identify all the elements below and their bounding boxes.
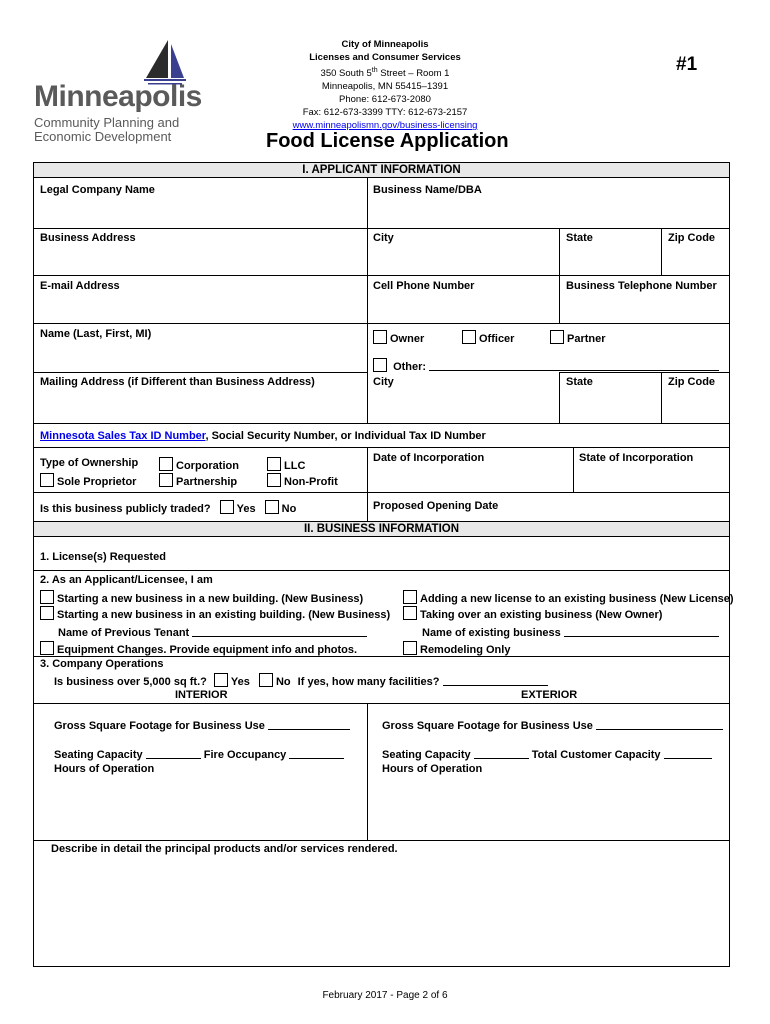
city-field[interactable]	[368, 245, 558, 274]
describe-field[interactable]	[34, 858, 728, 964]
business-name-dba-field[interactable]	[368, 196, 728, 227]
header-contact	[270, 38, 500, 132]
mailing-address-field[interactable]	[34, 390, 366, 422]
page-title: Food License Application	[266, 130, 509, 152]
publicly-traded-no[interactable]: No	[265, 503, 297, 515]
how-many-facilities-label: If yes, how many facilities?	[297, 676, 440, 688]
sales-tax-id-link[interactable]: Minnesota Sales Tax ID Number	[40, 430, 206, 442]
seating-exterior-row: Seating Capacity Total Customer Capacity	[382, 747, 712, 761]
publicly-traded-yes-checkbox[interactable]	[220, 500, 234, 514]
logo-department-line1: Community Planning and	[34, 115, 180, 130]
business-name-dba-label: Business Name/DBA	[373, 184, 482, 196]
corporation-checkbox[interactable]	[159, 457, 173, 471]
interior-heading: INTERIOR	[175, 689, 228, 701]
proposed-opening-date-label: Proposed Opening Date	[373, 500, 499, 512]
gross-sqft-exterior-row: Gross Square Footage for Business Use	[382, 718, 723, 732]
officer-checkbox[interactable]	[462, 330, 476, 344]
owner-checkbox[interactable]	[373, 330, 387, 344]
adding-license-option[interactable]: Adding a new license to an existing business (New License)	[403, 590, 734, 605]
state-field[interactable]	[560, 245, 660, 274]
equipment-changes-checkbox[interactable]	[40, 641, 54, 655]
fire-occupancy-field[interactable]	[289, 747, 344, 759]
state-label: State	[566, 232, 593, 244]
non-profit-option[interactable]: Non-Profit	[267, 473, 338, 488]
applicant-iam-label: 2. As an Applicant/Licensee, I am	[40, 574, 213, 586]
seating-capacity-ext-field[interactable]	[474, 747, 529, 759]
total-customer-capacity-field[interactable]	[664, 747, 712, 759]
over-5000-no-checkbox[interactable]	[259, 673, 273, 687]
mailing-state-label: State	[566, 376, 593, 388]
business-phone-field[interactable]	[560, 293, 728, 322]
previous-tenant-field[interactable]	[192, 625, 367, 637]
seating-interior-row: Seating Capacity Fire Occupancy	[54, 747, 344, 761]
taking-over-option[interactable]: Taking over an existing business (New Owner)	[403, 606, 662, 621]
officer-option[interactable]: Officer	[462, 330, 514, 345]
over-5000-question: Is business over 5,000 sq ft.? Yes No If yes, how many facilities?	[54, 673, 548, 688]
logo-department-line2: Economic Development	[34, 129, 172, 144]
llc-option[interactable]: LLC	[267, 457, 305, 472]
business-phone-label: Business Telephone Number	[566, 280, 717, 292]
remodeling-only-checkbox[interactable]	[403, 641, 417, 655]
mailing-zip-field[interactable]	[662, 390, 728, 422]
header-office: Licenses and Consumer Services	[309, 52, 461, 63]
header-fax-tty: Fax: 612-673-3399 TTY: 612-673-2157	[302, 107, 468, 119]
website-link[interactable]: www.minneapolismn.gov/business-licensing	[292, 120, 478, 132]
partnership-checkbox[interactable]	[159, 473, 173, 487]
mailing-city-label: City	[373, 376, 394, 388]
name-field[interactable]	[34, 341, 366, 369]
header-address: 350 South 5th Street – Room 1	[320, 67, 450, 80]
gross-sqft-interior-field[interactable]	[268, 718, 350, 730]
mailing-state-field[interactable]	[560, 390, 660, 422]
remodeling-only-option[interactable]: Remodeling Only	[403, 641, 510, 656]
over-5000-no[interactable]: No	[259, 676, 291, 688]
other-checkbox[interactable]	[373, 358, 387, 372]
tax-id-label: Minnesota Sales Tax ID Number, Social Security Number, or Individual Tax ID Number	[40, 430, 486, 442]
mailing-zip-label: Zip Code	[668, 376, 716, 388]
legal-company-name-field[interactable]	[34, 196, 366, 227]
seating-capacity-field[interactable]	[146, 747, 201, 759]
publicly-traded-question: Is this business publicly traded? Yes No	[40, 500, 296, 515]
zip-code-label: Zip Code	[668, 232, 716, 244]
state-of-incorporation-field[interactable]	[574, 465, 728, 491]
header-phone: Phone: 612-673-2080	[339, 94, 431, 106]
licenses-requested-label: 1. License(s) Requested	[40, 551, 166, 563]
gross-sqft-interior-row: Gross Square Footage for Business Use	[54, 718, 350, 732]
mailing-city-field[interactable]	[368, 390, 558, 422]
sole-proprietor-checkbox[interactable]	[40, 473, 54, 487]
new-building-checkbox[interactable]	[40, 590, 54, 604]
partner-option[interactable]: Partner	[550, 330, 606, 345]
company-operations-label: 3. Company Operations	[40, 658, 164, 670]
legal-company-name-label: Legal Company Name	[40, 184, 155, 196]
corporation-option[interactable]: Corporation	[159, 457, 239, 472]
equipment-changes-option[interactable]: Equipment Changes. Provide equipment info and photos.	[40, 641, 357, 656]
existing-business-field[interactable]	[564, 625, 719, 637]
logo-city-name: Minneapolis	[34, 80, 202, 113]
proposed-opening-date-field[interactable]	[498, 496, 728, 518]
zip-code-field[interactable]	[662, 245, 728, 274]
llc-checkbox[interactable]	[267, 457, 281, 471]
hours-exterior-field[interactable]	[368, 778, 728, 838]
existing-business-row: Name of existing business	[422, 625, 719, 639]
over-5000-yes[interactable]: Yes	[214, 676, 250, 688]
date-of-incorporation-label: Date of Incorporation	[373, 452, 485, 464]
exterior-heading: EXTERIOR	[521, 689, 578, 701]
previous-tenant-row: Name of Previous Tenant	[58, 625, 367, 639]
business-address-field[interactable]	[34, 245, 366, 274]
partner-checkbox[interactable]	[550, 330, 564, 344]
state-of-incorporation-label: State of Incorporation	[579, 452, 694, 464]
section2-heading: II. BUSINESS INFORMATION	[33, 521, 730, 537]
existing-building-checkbox[interactable]	[40, 606, 54, 620]
gross-sqft-exterior-field[interactable]	[596, 718, 723, 730]
header-city-state-zip: Minneapolis, MN 55415–1391	[321, 81, 449, 93]
city-label: City	[373, 232, 394, 244]
type-of-ownership-label: Type of Ownership	[40, 457, 139, 469]
over-5000-yes-checkbox[interactable]	[214, 673, 228, 687]
email-field[interactable]	[34, 293, 366, 322]
form-number: #1	[676, 54, 698, 75]
email-label: E-mail Address	[40, 280, 120, 292]
page-footer: February 2017 - Page 2 of 6	[322, 990, 448, 1001]
new-building-option[interactable]: Starting a new business in a new building. (New Business)	[40, 590, 363, 605]
adding-license-checkbox[interactable]	[403, 590, 417, 604]
cell-phone-label: Cell Phone Number	[373, 280, 475, 292]
hours-interior-field[interactable]	[34, 778, 366, 838]
header-org: City of Minneapolis	[341, 39, 429, 50]
publicly-traded-no-checkbox[interactable]	[265, 500, 279, 514]
hours-exterior-label: Hours of Operation	[382, 763, 483, 775]
logo-department	[34, 116, 179, 144]
owner-option[interactable]: Owner	[373, 330, 424, 345]
section1-heading: I. APPLICANT INFORMATION	[33, 162, 730, 178]
taking-over-checkbox[interactable]	[403, 606, 417, 620]
publicly-traded-yes[interactable]: Yes	[220, 503, 256, 515]
partnership-option[interactable]: Partnership	[159, 473, 237, 488]
mailing-address-label: Mailing Address (if Different than Business Address)	[40, 376, 315, 388]
business-address-label: Business Address	[40, 232, 136, 244]
date-of-incorporation-field[interactable]	[368, 465, 572, 491]
describe-label: Describe in detail the principal products and/or services rendered.	[51, 843, 398, 855]
existing-building-option[interactable]: Starting a new business in an existing building. (New Business)	[40, 606, 390, 621]
other-field[interactable]	[429, 359, 719, 371]
other-option[interactable]: Other:	[373, 358, 719, 373]
non-profit-checkbox[interactable]	[267, 473, 281, 487]
hours-interior-label: Hours of Operation	[54, 763, 155, 775]
sole-proprietor-option[interactable]: Sole Proprietor	[40, 473, 136, 488]
name-label: Name (Last, First, MI)	[40, 328, 152, 340]
how-many-facilities-field[interactable]	[443, 674, 548, 686]
cell-phone-field[interactable]	[368, 293, 558, 322]
